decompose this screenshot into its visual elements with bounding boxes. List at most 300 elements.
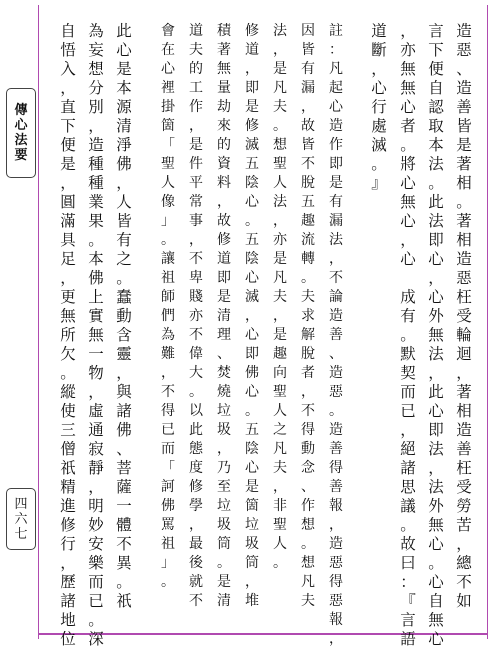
glyph: 心 [428,535,444,553]
glyph: 凡 [301,574,315,590]
glyph: 動 [116,307,132,325]
glyph: 外 [428,497,444,515]
glyph: 業 [88,193,104,211]
glyph: 法 [273,194,287,210]
glyph: 堆 [245,593,259,609]
main-paragraph-line-2 [424,22,448,649]
glyph: 念 [301,460,315,476]
glyph: 筒 [217,536,231,552]
glyph: 人 [273,403,287,419]
glyph: 事 [189,213,203,229]
glyph: ， [245,61,259,77]
glyph: 便 [428,60,444,78]
glyph: 。 [217,555,231,571]
glyph: 造 [456,79,472,97]
glyph: 無 [400,193,416,211]
glyph: 聖 [161,156,175,172]
glyph: ， [88,478,104,496]
glyph: 趣 [301,213,315,229]
glyph: 惡 [456,269,472,287]
glyph: 本 [428,136,444,154]
glyph: 更 [60,288,76,306]
glyph: 無 [60,307,76,325]
glyph: ， [428,459,444,477]
glyph: 乃 [217,460,231,476]
commentary-line-6 [184,22,208,611]
glyph: ， [189,232,203,248]
glyph: 自 [60,22,76,40]
glyph: 論 [329,289,343,305]
glyph: 而 [161,441,175,457]
glyph: 。 [161,232,175,248]
glyph: 凡 [329,61,343,77]
glyph: 夫 [273,289,287,305]
glyph: 諸 [60,592,76,610]
glyph: 得 [161,403,175,419]
glyph: 常 [189,194,203,210]
glyph: 而 [88,573,104,591]
glyph: ， [60,269,76,287]
glyph: 造 [329,536,343,552]
glyph: 。 [400,136,416,154]
glyph: 聖 [273,384,287,400]
glyph: 動 [301,441,315,457]
glyph: 賤 [189,289,203,305]
glyph: 惡 [329,555,343,571]
main-paragraph-line-4 [367,22,391,193]
glyph: 有 [400,307,416,325]
glyph: 滅 [245,289,259,305]
glyph: 清 [116,117,132,135]
glyph: 夫 [189,42,203,58]
glyph: 斷 [371,41,387,59]
glyph: ， [116,364,132,382]
glyph: 要 [14,148,28,163]
glyph: 異 [116,554,132,572]
commentary-line-7 [156,22,180,592]
glyph: 三 [60,421,76,439]
glyph: 已 [88,592,104,610]
glyph: 垃 [245,517,259,533]
glyph: 心 [245,194,259,210]
glyph: 心 [116,41,132,59]
glyph: 淨 [116,136,132,154]
glyph: 。 [371,155,387,173]
commentary-line-4 [240,22,264,611]
glyph: 解 [301,327,315,343]
glyph: 清 [217,593,231,609]
glyph: 亦 [400,41,416,59]
glyph: 的 [189,61,203,77]
glyph: 人 [116,193,132,211]
glyph: 取 [428,117,444,135]
glyph: 道 [245,42,259,58]
glyph: 分 [88,79,104,97]
glyph: 道 [217,251,231,267]
final-paragraph-line-1 [112,22,136,611]
glyph: 夫 [301,593,315,609]
glyph: ， [329,251,343,267]
glyph: 是 [273,327,287,343]
glyph: 亦 [189,308,203,324]
glyph: 無 [428,611,444,629]
glyph: ， [273,213,287,229]
glyph: 是 [456,136,472,154]
glyph: 卑 [189,270,203,286]
glyph: 人 [161,175,175,191]
glyph: 佛 [116,421,132,439]
glyph: 勞 [456,497,472,515]
glyph: 態 [189,441,203,457]
glyph: 在 [161,42,175,58]
glyph: 心 [428,250,444,268]
glyph: 箇 [161,118,175,134]
glyph: 資 [217,156,231,172]
glyph: 「 [161,460,175,476]
glyph: 造 [329,118,343,134]
glyph: 道 [371,22,387,40]
glyph: 造 [456,250,472,268]
glyph: 、 [329,346,343,362]
glyph: 是 [273,61,287,77]
glyph: 欠 [60,345,76,363]
glyph: 果 [88,212,104,230]
glyph: 此 [428,383,444,401]
glyph: 四 [14,496,28,512]
glyph: 思 [400,478,416,496]
glyph: 靈 [116,345,132,363]
glyph: 造 [329,422,343,438]
glyph: 諸 [116,402,132,420]
glyph: 件 [189,156,203,172]
glyph: 心 [400,212,416,230]
glyph: 傳 [14,103,28,118]
glyph: 不 [189,327,203,343]
glyph: 五 [245,156,259,172]
glyph: 滅 [371,136,387,154]
glyph: 有 [301,61,315,77]
glyph: 安 [88,535,104,553]
glyph: 們 [161,308,175,324]
glyph: 想 [301,555,315,571]
glyph: 祖 [161,270,175,286]
glyph: 「 [161,137,175,153]
glyph: 夫 [273,99,287,115]
glyph: 祇 [116,592,132,610]
glyph: 不 [329,270,343,286]
glyph: ， [273,479,287,495]
glyph: 便 [60,136,76,154]
glyph: 修 [245,118,259,134]
glyph: 因 [301,23,315,39]
glyph: ， [189,118,203,134]
glyph: 心 [329,99,343,115]
glyph: 之 [273,422,287,438]
glyph: 夫 [301,289,315,305]
glyph: 裡 [161,80,175,96]
glyph: 大 [189,365,203,381]
glyph: 造 [88,136,104,154]
glyph: 即 [217,270,231,286]
glyph: 著 [456,383,472,401]
glyph: 法 [428,212,444,230]
glyph: 五 [301,194,315,210]
glyph: 心 [428,402,444,420]
glyph: ， [400,231,416,249]
glyph: 者 [301,365,315,381]
main-paragraph-line-3 [396,22,420,649]
glyph: ， [273,42,287,58]
glyph: 輪 [456,326,472,344]
glyph: 薩 [116,478,132,496]
glyph: ， [245,308,259,324]
glyph: 陰 [245,251,259,267]
glyph: 善 [456,440,472,458]
glyph: ， [329,631,343,647]
glyph: ， [88,383,104,401]
glyph: 法 [14,133,28,148]
glyph: 。 [88,611,104,629]
glyph: 量 [217,80,231,96]
glyph: 此 [428,193,444,211]
glyph: 』 [371,174,387,192]
glyph: 一 [116,497,132,515]
glyph: 五 [245,422,259,438]
glyph: 受 [456,307,472,325]
glyph: 脫 [301,175,315,191]
glyph: 心 [161,61,175,77]
glyph: 認 [428,98,444,116]
glyph: ， [189,517,203,533]
glyph: 求 [301,308,315,324]
glyph: 善 [329,441,343,457]
glyph: 凡 [273,270,287,286]
glyph: ： [329,42,343,58]
glyph: 。 [245,213,259,229]
glyph: 故 [400,535,416,553]
glyph: 訶 [161,479,175,495]
glyph: 著 [456,212,472,230]
page-number-label [6,488,36,550]
glyph: 七 [14,526,28,542]
glyph: 報 [329,498,343,514]
glyph: 具 [60,231,76,249]
glyph: 向 [273,365,287,381]
glyph: 的 [217,137,231,153]
glyph: 佛 [116,155,132,173]
glyph: 無 [400,60,416,78]
glyph: 作 [189,99,203,115]
glyph: 『 [400,592,416,610]
glyph: 、 [456,60,472,78]
glyph: 著 [217,42,231,58]
glyph: 如 [456,592,472,610]
glyph: 縱 [60,383,76,401]
glyph: 。 [428,174,444,192]
glyph: 造 [456,22,472,40]
final-paragraph-line-3 [56,22,80,649]
glyph: 以 [189,403,203,419]
glyph: ， [428,364,444,382]
glyph: 皆 [301,137,315,153]
glyph: 使 [60,402,76,420]
glyph: ， [60,174,76,192]
glyph: 想 [273,137,287,153]
glyph: 物 [88,364,104,382]
glyph: 。 [456,193,472,211]
glyph: 議 [400,497,416,515]
glyph: 料 [217,175,231,191]
glyph: 菩 [116,459,132,477]
glyph: 默 [400,345,416,363]
glyph: 心 [245,270,259,286]
glyph: 焚 [217,365,231,381]
glyph: 種 [88,174,104,192]
glyph: 迴 [456,345,472,363]
glyph: 夫 [273,460,287,476]
glyph: 直 [60,98,76,116]
glyph: 得 [329,574,343,590]
glyph: 人 [273,175,287,191]
glyph: 絕 [400,440,416,458]
glyph: 。 [245,403,259,419]
glyph: 無 [217,61,231,77]
glyph: 之 [116,250,132,268]
glyph: 通 [88,421,104,439]
glyph: 心 [245,327,259,343]
glyph: 是 [217,289,231,305]
glyph: 種 [88,155,104,173]
glyph: 言 [400,611,416,629]
glyph: 至 [217,479,231,495]
glyph: 一 [88,345,104,363]
glyph: 讓 [161,251,175,267]
glyph: 是 [60,155,76,173]
glyph: 註 [329,23,343,39]
glyph: 惡 [456,41,472,59]
glyph: 造 [329,365,343,381]
glyph: 會 [161,23,175,39]
glyph: 。 [301,536,315,552]
glyph: 成 [400,288,416,306]
glyph: 寂 [88,440,104,458]
glyph: 惡 [329,384,343,400]
glyph: 有 [329,194,343,210]
glyph: 像 [161,194,175,210]
glyph: 度 [189,460,203,476]
glyph: 圾 [217,517,231,533]
glyph: ， [217,194,231,210]
glyph: 祖 [161,536,175,552]
glyph: 僧 [60,440,76,458]
glyph: 起 [329,80,343,96]
glyph: 理 [217,327,231,343]
glyph: 不 [301,403,315,419]
glyph: 作 [329,137,343,153]
glyph: 明 [88,497,104,515]
glyph: 行 [371,98,387,116]
glyph: 即 [428,231,444,249]
glyph: 而 [400,383,416,401]
glyph: 。 [273,555,287,571]
glyph: 是 [273,251,287,267]
glyph: 語 [400,630,416,648]
glyph: 相 [456,174,472,192]
glyph: 趣 [273,346,287,362]
glyph: 處 [371,117,387,135]
glyph: 滅 [245,137,259,153]
glyph: 相 [456,402,472,420]
glyph: 。 [116,573,132,591]
glyph: 歷 [60,573,76,591]
glyph: 虛 [88,402,104,420]
glyph: 本 [88,250,104,268]
glyph: 將 [400,155,416,173]
glyph [396,269,420,288]
glyph: 作 [301,498,315,514]
glyph: 人 [273,536,287,552]
glyph: 佛 [161,498,175,514]
glyph: 流 [301,232,315,248]
glyph: 諸 [400,459,416,477]
glyph: 精 [60,478,76,496]
glyph: ， [116,174,132,192]
glyph: 契 [400,364,416,382]
glyph: 不 [456,573,472,591]
glyph: 圓 [60,193,76,211]
glyph: 言 [428,22,444,40]
glyph: ， [329,517,343,533]
glyph: 後 [189,555,203,571]
glyph: 妄 [88,41,104,59]
glyph: 自 [428,79,444,97]
glyph: 燒 [217,384,231,400]
glyph: 不 [189,593,203,609]
glyph: 善 [456,98,472,116]
glyph: 聖 [273,517,287,533]
glyph: 」 [161,555,175,571]
glyph: 此 [189,422,203,438]
glyph: 不 [189,251,203,267]
glyph: 此 [116,22,132,40]
glyph: 劫 [217,99,231,115]
glyph: ， [217,441,231,457]
glyph: 造 [329,308,343,324]
main-paragraph-line-1 [452,22,476,611]
glyph: ， [400,421,416,439]
glyph: 惡 [329,593,343,609]
glyph: 祇 [60,459,76,477]
glyph: 法 [428,440,444,458]
glyph: 法 [428,345,444,363]
glyph: ： [400,573,416,591]
glyph: 即 [245,80,259,96]
glyph: 是 [217,574,231,590]
glyph: 進 [60,497,76,515]
glyph: 心 [428,288,444,306]
glyph: 不 [116,535,132,553]
commentary-line-3 [268,22,292,573]
glyph: ， [301,384,315,400]
glyph: ， [245,574,259,590]
glyph: 。 [273,118,287,134]
glyph: 陰 [245,175,259,191]
glyph: 佛 [88,269,104,287]
glyph: 心 [245,384,259,400]
glyph: 佛 [245,365,259,381]
glyph: 含 [116,326,132,344]
glyph: 心 [371,79,387,97]
